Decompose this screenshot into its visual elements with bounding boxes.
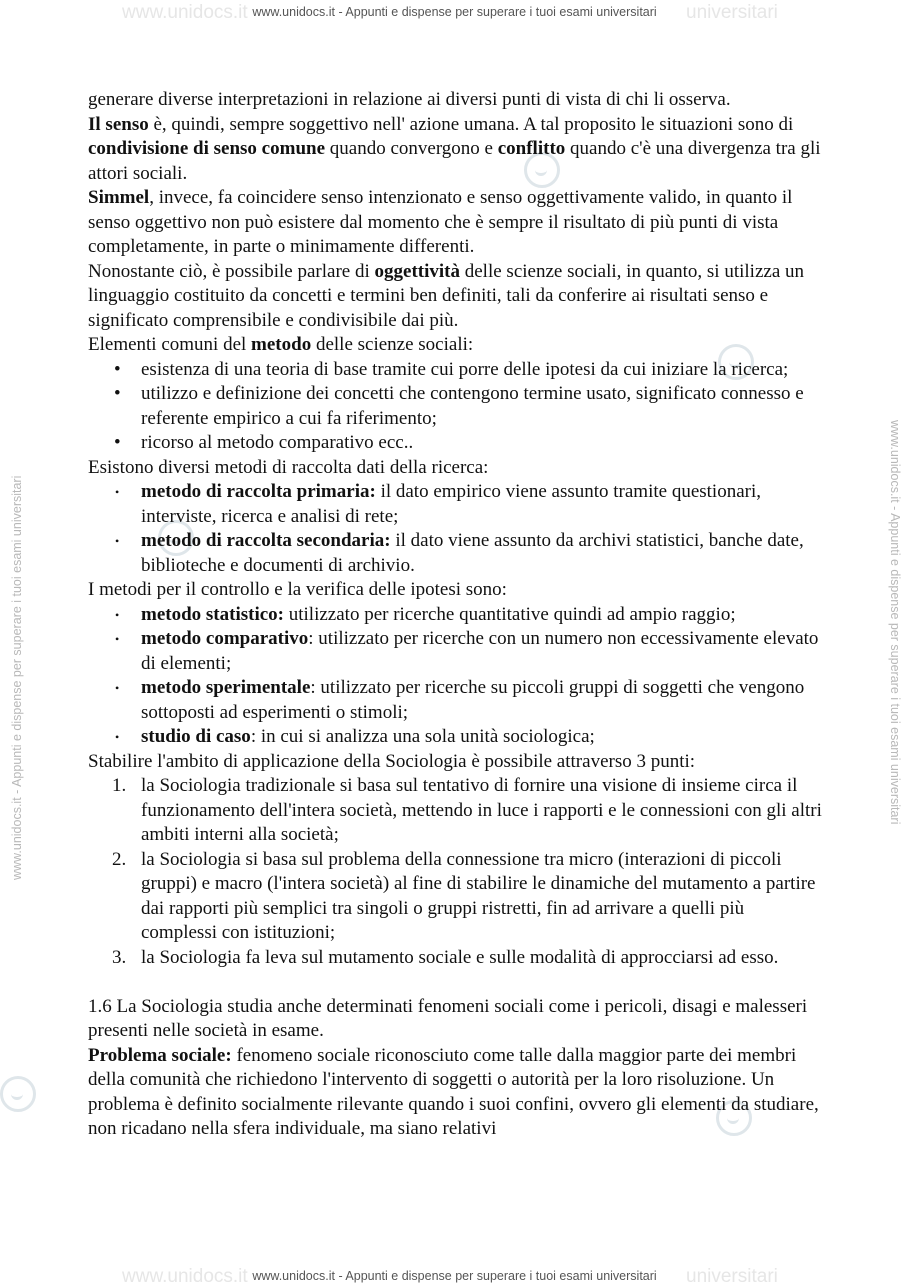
bold-term: metodo di raccolta secondaria: xyxy=(141,530,391,551)
text-span: Elementi comuni del xyxy=(88,334,252,355)
list-item xyxy=(88,676,823,725)
list-number: 2. xyxy=(112,848,127,870)
text-span: fenomeno sociale riconosciuto come talle dalla maggior parte dei membri della comunità che richiedono l'intervento di soggetti o autorità per la loro risoluzione. Un problema è definito socialmente rilevante quando i suoi confini, ovvero gli elementi da studiare, non ricadano nella sfera individuale, ma siano relativi xyxy=(88,1044,819,1139)
bold-term: studio di caso xyxy=(141,726,251,747)
bullet-list xyxy=(88,358,823,456)
list-item: • esistenza di una teoria di base tramite cui porre delle ipotesi da cui iniziare la ricerca; xyxy=(88,358,823,383)
paragraph: generare diverse interpretazioni in relazione ai diversi punti di vista di chi li osserva. xyxy=(88,89,731,110)
list-item xyxy=(88,529,823,578)
text-span: quando convergono e xyxy=(325,138,498,159)
bold-term: metodo di raccolta primaria: xyxy=(141,481,376,502)
bold-term: condivisione di senso comune xyxy=(88,138,326,159)
bold-term: metodo statistico: xyxy=(141,603,284,625)
watermark-ghost-bottom-left: www.unidocs.it xyxy=(122,1266,248,1287)
bold-term: oggettività xyxy=(374,260,460,282)
watermark-footer: www.unidocs.it - Appunti e dispense per superare i tuoi esami universitari xyxy=(252,1269,657,1283)
list-item xyxy=(88,725,823,750)
list-item xyxy=(88,774,823,848)
list-item xyxy=(88,946,823,971)
paragraph: Stabilire l'ambito di applicazione della Sociologia è possibile attraverso 3 punti: xyxy=(88,750,696,772)
text-span: la Sociologia si basa sul problema della connessione tra micro (interazioni di piccoli gruppi) e macro (l'intera società) al fine di stabilire le dinamiche del mutamento a partire dai rapporti più semplici tra singoli o gruppi ristretti, fin ad arrivare a quelli più complessi con istituzioni; xyxy=(141,848,816,943)
text-span: : utilizzato per ricerche con un numero non eccessivamente elevato di elementi; xyxy=(141,628,819,674)
text-span: delle scienze sociali: xyxy=(311,334,474,355)
list-item xyxy=(88,627,823,676)
list-item: • utilizzo e definizione dei concetti che contengono termine usato, significato connesso e referente empirico a cui fa riferimento; xyxy=(88,382,823,431)
paragraph xyxy=(88,1044,823,1142)
bold-term: conflitto xyxy=(497,138,566,159)
list-number: 3. xyxy=(112,946,127,968)
paragraph xyxy=(88,333,823,358)
watermark-ghost-right: universitari xyxy=(686,2,778,23)
watermark-ghost-left: www.unidocs.it xyxy=(122,2,248,23)
document-body xyxy=(88,88,823,1142)
paragraph xyxy=(88,113,823,187)
text-span: quando c'è una divergenza tra gli attori sociali. xyxy=(88,138,821,184)
watermark-ghost-bottom-right: universitari xyxy=(686,1266,778,1287)
bullet-list xyxy=(88,480,823,578)
list-item xyxy=(88,480,823,529)
numbered-list xyxy=(88,774,823,970)
text-span: la Sociologia tradizionale si basa sul tentativo di fornire una visione di insieme circa il funzionamento dell'intera società, mettendo in luce i rapporti e le connessioni con gli altri ambiti interni alla società; xyxy=(141,775,822,845)
paragraph xyxy=(88,260,823,334)
watermark-header: www.unidocs.it - Appunti e dispense per superare i tuoi esami universitari xyxy=(252,5,657,19)
paragraph: Esistono diversi metodi di raccolta dati della ricerca: xyxy=(88,456,489,478)
bold-term: metodo comparativo xyxy=(141,628,309,649)
bullet-list xyxy=(88,603,823,750)
text-span: la Sociologia fa leva sul mutamento sociale e sulle modalità di approcciarsi ad esso. xyxy=(141,946,779,968)
text-span: delle scienze sociali, in quanto, si utilizza un linguaggio costituito da concetti e termini ben definiti, tali da conferire ai risultati senso e significato comprensibile e condivisibile dai più. xyxy=(88,260,805,331)
paragraph: 1.6 La Sociologia studia anche determinati fenomeni sociali come i pericoli, disagi e malesseri presenti nelle società in esame. xyxy=(88,995,808,1041)
text-span: il dato viene assunto da archivi statistici, banche date, biblioteche e documenti di archivio. xyxy=(141,530,804,576)
blank-line xyxy=(88,970,823,995)
bold-term: metodo sperimentale xyxy=(141,677,311,698)
bold-term: Problema sociale: xyxy=(88,1044,232,1066)
text-span: Nonostante ciò, è possibile parlare di xyxy=(88,260,375,282)
text-span: utilizzato per ricerche quantitative quindi ad ampio raggio; xyxy=(284,603,736,625)
text-span: è, quindi, sempre soggettivo nell' azione umana. A tal proposito le situazioni sono di xyxy=(148,113,794,135)
watermark-logo-icon xyxy=(0,1076,36,1112)
text-span: il dato empirico viene assunto tramite questionari, interviste, ricerca e analisi di rete; xyxy=(141,481,761,527)
list-number: 1. xyxy=(112,775,127,796)
text-span: , invece, fa coincidere senso intenzionato e senso oggettivamente valido, in quanto il senso oggettivo non può esistere dal momento che è sempre il risultato di più punti di vista completamente, in parte o minimamente differenti. xyxy=(88,187,793,257)
paragraph xyxy=(88,186,823,260)
list-item: • ricorso al metodo comparativo ecc.. xyxy=(88,431,823,456)
bold-term: metodo xyxy=(251,334,312,355)
bold-term: Simmel xyxy=(88,187,150,208)
text-span: : in cui si analizza una sola unità sociologica; xyxy=(250,726,595,747)
watermark-right-side: www.unidocs.it - Appunti e dispense per superare i tuoi esami universitari xyxy=(888,420,902,825)
watermark-left-side: www.unidocs.it - Appunti e dispense per superare i tuoi esami universitari xyxy=(10,475,24,880)
paragraph: I metodi per il controllo e la verifica delle ipotesi sono: xyxy=(88,579,507,600)
list-item xyxy=(88,603,823,628)
text-span: : utilizzato per ricerche su piccoli gruppi di soggetti che vengono sottoposti ad esperimenti o stimoli; xyxy=(141,677,805,723)
list-item xyxy=(88,848,823,946)
bold-term: Il senso xyxy=(88,113,149,135)
